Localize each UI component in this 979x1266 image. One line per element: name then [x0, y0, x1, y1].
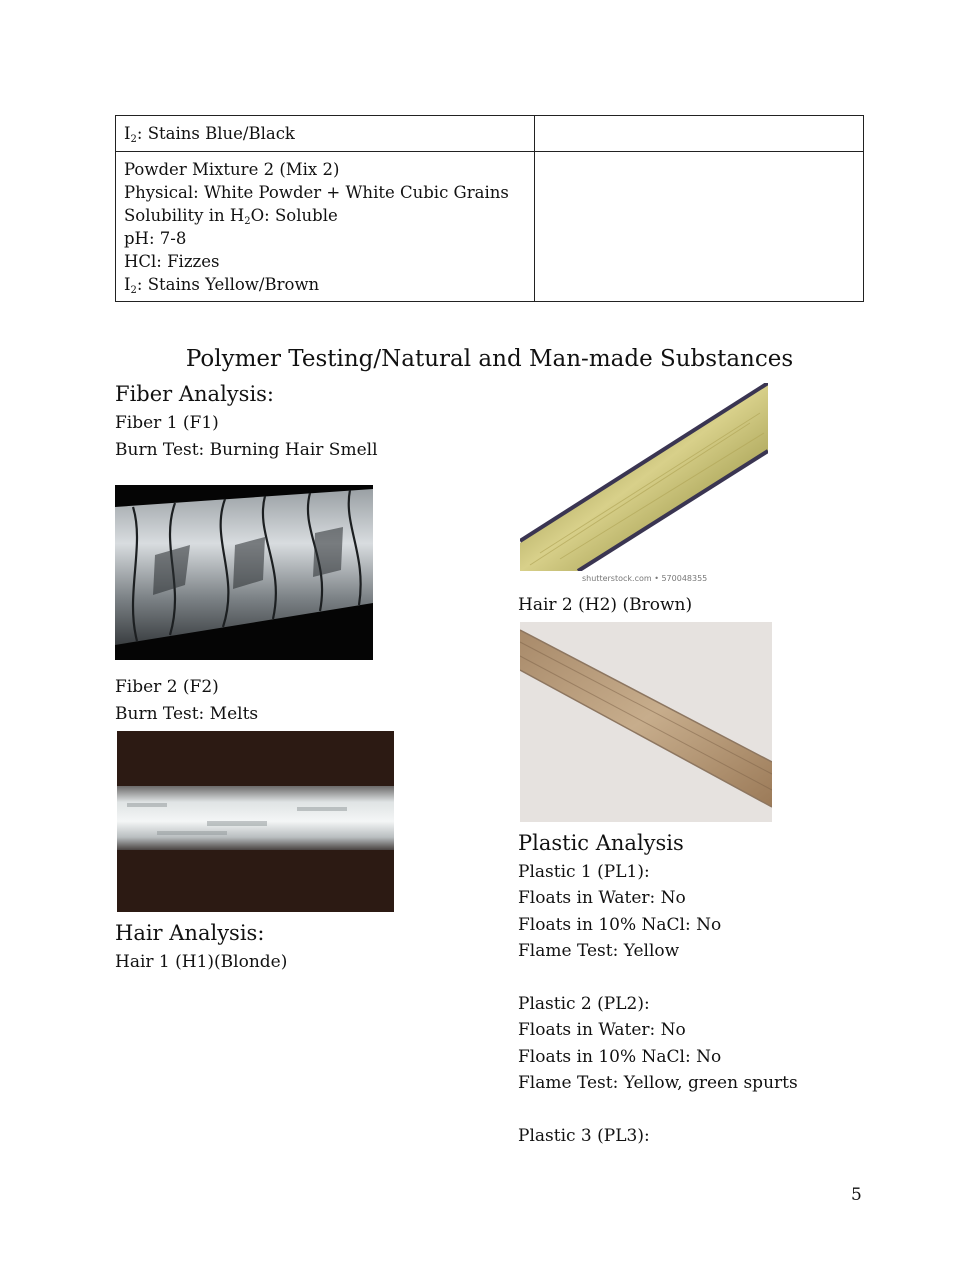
mixture-hcl: HCl: Fizzes [124, 252, 220, 271]
page-number: 5 [851, 1185, 862, 1205]
fiber-heading: Fiber Analysis: [115, 382, 275, 406]
hair2-photo [520, 622, 772, 822]
hair-heading: Hair Analysis: [115, 921, 265, 945]
pl2-nacl: Floats in 10% NaCl: No [518, 1047, 722, 1067]
hair1-photo [520, 383, 768, 585]
pl2-flame: Flame Test: Yellow, green spurts [518, 1073, 798, 1093]
mixture-ph: pH: 7-8 [124, 229, 187, 248]
mixture-iodine: $I_2$: Stains Yellow/Brown [124, 275, 320, 296]
table-cell [116, 152, 535, 302]
hair2-name: Hair 2 (H2) (Brown) [518, 595, 693, 615]
fiber2-name: Fiber 2 (F2) [115, 677, 219, 697]
table-cell-empty [535, 152, 864, 302]
table-cell: $I_2$: Stains Blue/Black [116, 116, 535, 152]
table-row [116, 152, 864, 302]
table-row [116, 116, 864, 152]
table-cell-empty [535, 116, 864, 152]
fiber2-photo [117, 731, 394, 912]
pl1-water: Floats in Water: No [518, 888, 686, 908]
plastic-heading: Plastic Analysis [518, 831, 684, 855]
pl2-name: Plastic 2 (PL2): [518, 994, 650, 1014]
pl1-nacl: Floats in 10% NaCl: No [518, 915, 722, 935]
shutterstock-watermark: shutterstock.com • 570048355 [582, 574, 708, 583]
mixture-solubility: Solubility in $H_2O$: Soluble [124, 206, 338, 227]
section-title: Polymer Testing/Natural and Man-made Substances [185, 346, 794, 372]
hair1-name: Hair 1 (H1)(Blonde) [115, 952, 288, 972]
pl1-flame: Flame Test: Yellow [518, 941, 680, 961]
mixture-physical: Physical: White Powder + White Cubic Grains [124, 183, 509, 202]
fiber1-photo [115, 485, 373, 660]
fiber1-burn: Burn Test: Burning Hair Smell [115, 440, 378, 460]
pl2-water: Floats in Water: No [518, 1020, 686, 1040]
fiber2-burn: Burn Test: Melts [115, 704, 259, 724]
fiber1-name: Fiber 1 (F1) [115, 413, 219, 433]
pl1-name: Plastic 1 (PL1): [518, 862, 650, 882]
pl3-name: Plastic 3 (PL3): [518, 1126, 650, 1146]
mixture-name: Powder Mixture 2 (Mix 2) [124, 160, 340, 179]
results-table [115, 115, 864, 302]
